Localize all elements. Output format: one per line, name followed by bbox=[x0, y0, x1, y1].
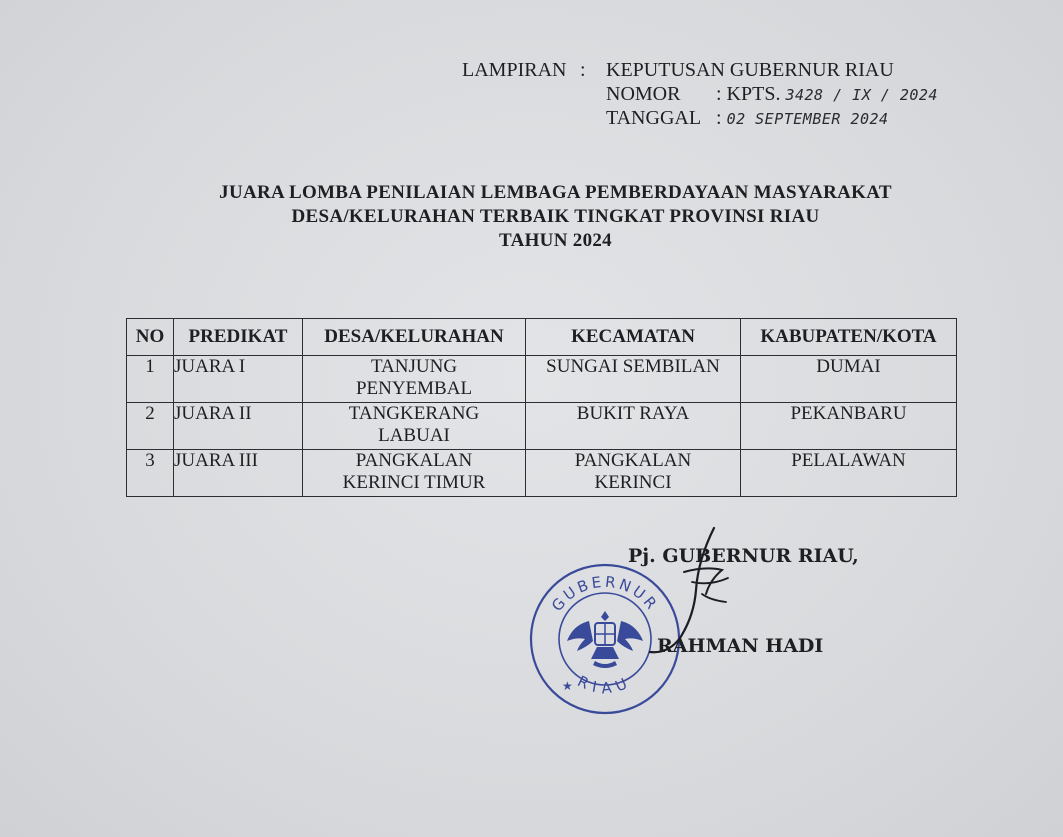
kabupaten-text: DUMAI bbox=[816, 356, 881, 377]
header-predikat: PREDIKAT bbox=[174, 319, 303, 356]
cell-desa bbox=[303, 403, 526, 450]
nomor-value: 3428 / IX / 2024 bbox=[785, 86, 938, 104]
cell-predikat: JUARA III bbox=[174, 450, 303, 497]
cell-desa bbox=[303, 356, 526, 403]
header-desa: DESA/KELURAHAN bbox=[303, 319, 526, 356]
stamp-bottom-text: RIAU bbox=[574, 672, 636, 698]
cell-desa bbox=[303, 450, 526, 497]
keputusan-text: KEPUTUSAN GUBERNUR RIAU bbox=[606, 59, 894, 81]
signatory-name: RAHMAN HADI bbox=[657, 635, 824, 657]
kabupaten-text: PEKANBARU bbox=[790, 403, 907, 424]
cell-predikat: JUARA I bbox=[174, 356, 303, 403]
desa-line-2: KERINCI TIMUR bbox=[342, 472, 486, 493]
cell-kabupaten bbox=[741, 403, 957, 450]
nomor-prefix: : KPTS. bbox=[716, 83, 781, 105]
title-line-1: JUARA LOMBA PENILAIAN LEMBAGA PEMBERDAYAAN MASYARAKAT bbox=[219, 182, 892, 203]
signatory-title: Pj. GUBERNUR RIAU, bbox=[628, 545, 859, 567]
cell-predikat: JUARA II bbox=[174, 403, 303, 450]
title-line-3: TAHUN 2024 bbox=[499, 230, 612, 251]
title-line-2: DESA/KELURAHAN TERBAIK TINGKAT PROVINSI RIAU bbox=[291, 206, 820, 227]
table-row bbox=[127, 403, 957, 450]
nomor-label: NOMOR bbox=[606, 83, 681, 105]
tanggal-prefix: : bbox=[716, 107, 722, 129]
kecamatan-line-1: BUKIT RAYA bbox=[576, 403, 690, 424]
cell-kabupaten bbox=[741, 450, 957, 497]
kecamatan-line-1: PANGKALAN bbox=[574, 450, 692, 471]
kecamatan-line-2: KERINCI bbox=[594, 472, 672, 493]
cell-no: 3 bbox=[127, 450, 174, 497]
desa-line-1: TANJUNG bbox=[370, 356, 458, 377]
lampiran-label: LAMPIRAN bbox=[462, 59, 567, 81]
header-kecamatan: KECAMATAN bbox=[526, 319, 741, 356]
stamp-star-icon: ★ bbox=[562, 679, 573, 693]
desa-line-1: PANGKALAN bbox=[355, 450, 473, 471]
cell-kecamatan bbox=[526, 356, 741, 403]
header-no: NO bbox=[127, 319, 174, 356]
kecamatan-line-1: SUNGAI SEMBILAN bbox=[546, 356, 720, 377]
stamp-top-text: GUBERNUR bbox=[547, 572, 663, 615]
table-row bbox=[127, 450, 957, 497]
handwritten-signature bbox=[610, 520, 730, 670]
header-kabupaten: KABUPATEN/KOTA bbox=[741, 319, 957, 356]
desa-line-2: LABUAI bbox=[378, 425, 450, 446]
document-title bbox=[0, 181, 1063, 253]
desa-line-1: TANGKERANG bbox=[348, 403, 480, 424]
tanggal-label: TANGGAL bbox=[606, 107, 702, 129]
cell-no: 1 bbox=[127, 356, 174, 403]
cell-kecamatan bbox=[526, 450, 741, 497]
table-row bbox=[127, 356, 957, 403]
desa-line-2: PENYEMBAL bbox=[355, 378, 473, 399]
tanggal-value: 02 SEPTEMBER 2024 bbox=[726, 110, 889, 128]
table-header-row bbox=[127, 319, 957, 356]
cell-kabupaten bbox=[741, 356, 957, 403]
cell-no: 2 bbox=[127, 403, 174, 450]
winners-table bbox=[126, 318, 957, 497]
kabupaten-text: PELALAWAN bbox=[791, 450, 906, 471]
cell-kecamatan bbox=[526, 403, 741, 450]
lampiran-colon: : bbox=[580, 59, 586, 81]
